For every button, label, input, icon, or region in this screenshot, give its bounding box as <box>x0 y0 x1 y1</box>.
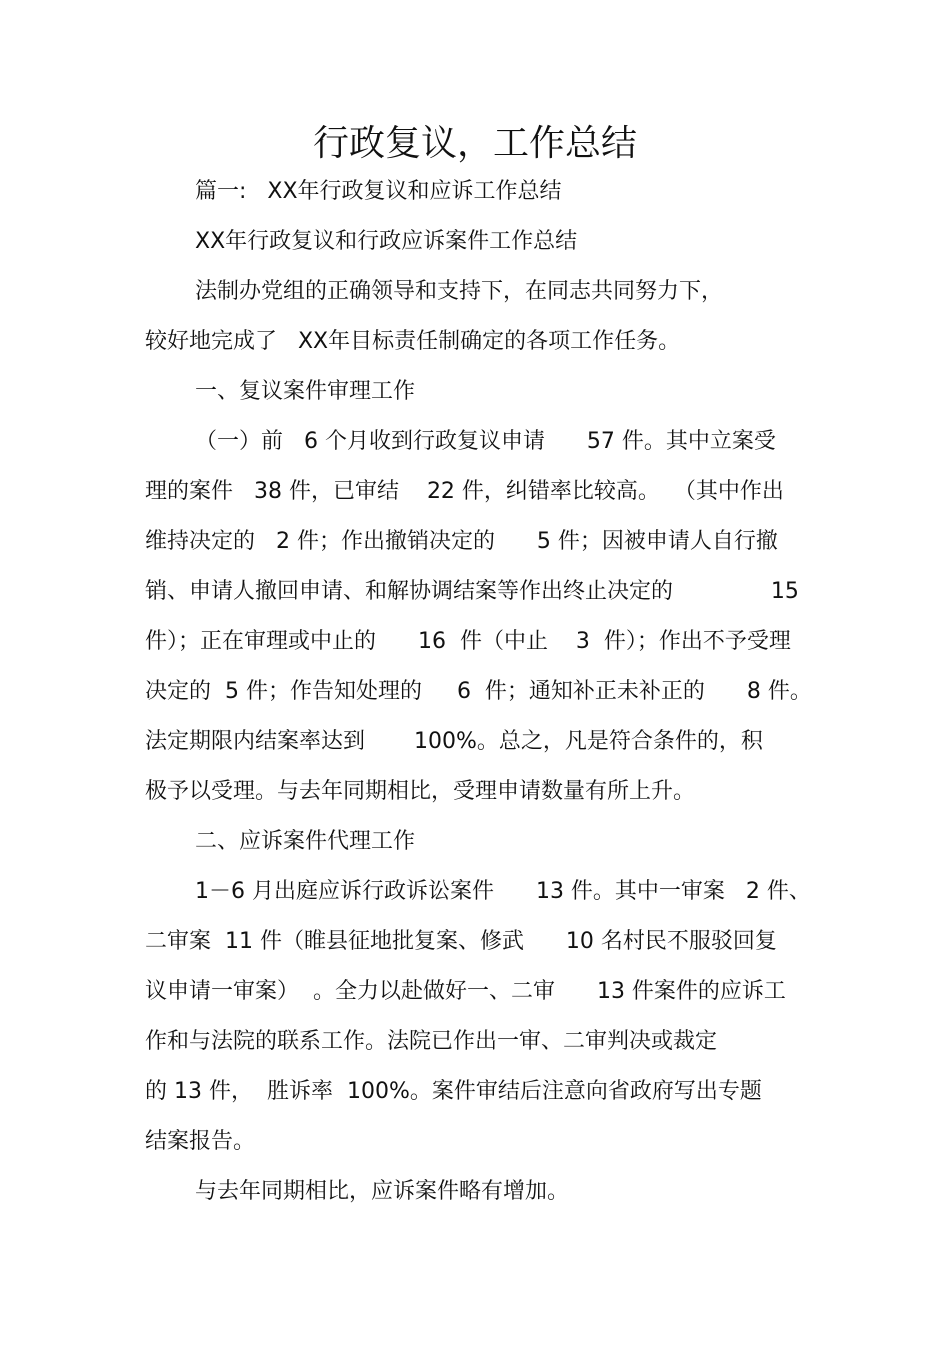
text-line: 篇一: XX年行政复议和应诉工作总结 <box>195 179 562 204</box>
text-line: 法制办党组的正确领导和支持下，在同志共同努力下， <box>195 279 724 304</box>
text-line: 较好地完成了 XX年目标责任制确定的各项工作任务。 <box>145 329 681 354</box>
text-line: （一）前 6 个月收到行政复议申请 57 件。其中立案受 <box>195 429 776 454</box>
text-line: 作和与法院的联系工作。法院已作出一审、二审判决或裁定 <box>145 1029 718 1054</box>
text-line: XX年行政复议和行政应诉案件工作总结 <box>195 229 578 254</box>
text-line: 结案报告。 <box>145 1129 256 1154</box>
text-line: 议申请一审案） 。全力以赴做好一、二审 13 件案件的应诉工 <box>145 979 786 1004</box>
text-line: 二审案 11 件（睢县征地批复案、修武 10 名村民不服驳回复 <box>145 929 777 954</box>
text-line: 维持决定的 2 件；作出撤销决定的 5 件；因被申请人自行撤 <box>145 529 778 554</box>
document-title: 行政复议，工作总结 <box>312 123 637 164</box>
text-line: 极予以受理。与去年同期相比，受理申请数量有所上升。 <box>145 779 696 804</box>
section-heading: 二、应诉案件代理工作 <box>195 829 416 854</box>
text-line: 1－6 月出庭应诉行政诉讼案件 13 件。其中一审案 2 件、 <box>195 879 811 904</box>
text-line: 决定的 5 件；作告知处理的 6 件；通知补正未补正的 8 件。 <box>145 679 812 704</box>
text-line: 的 13 件， 胜诉率 100%。案件审结后注意向省政府写出专题 <box>145 1079 762 1104</box>
text-line: 理的案件 38 件，已审结 22 件，纠错率比较高。 （其中作出 <box>145 479 784 504</box>
text-line: 销、申请人撤回申请、和解协调结案等作出终止决定的 15 <box>145 579 799 604</box>
section-heading: 一、复议案件审理工作 <box>195 379 416 404</box>
text-line: 件）；正在审理或中止的 16 件（中止 3 件）；作出不予受理 <box>145 629 791 654</box>
text-line: 法定期限内结案率达到 100%。总之，凡是符合条件的，积 <box>145 729 763 754</box>
text-line: 与去年同期相比，应诉案件略有增加。 <box>195 1179 570 1204</box>
